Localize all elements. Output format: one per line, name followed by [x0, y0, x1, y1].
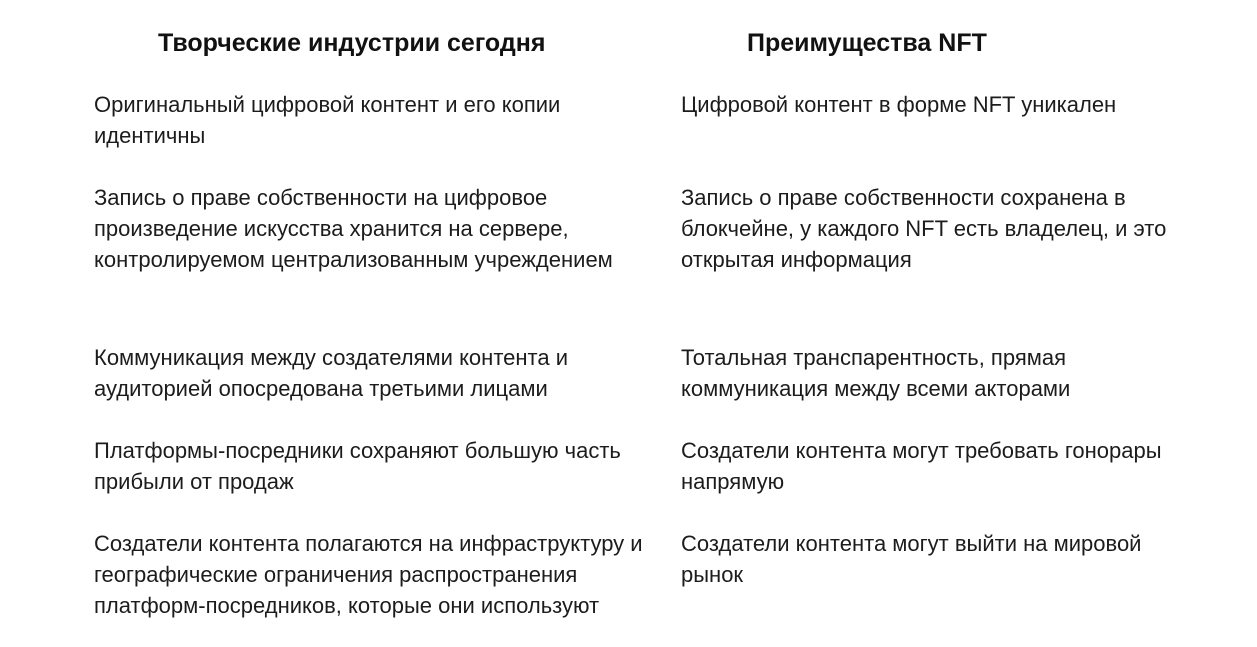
- right-item-1: Цифровой контент в форме NFT уникален: [681, 92, 1117, 117]
- right-item-5: Создатели контента могут выйти на мировой рынок: [681, 531, 1142, 587]
- heading-nft-advantages: Преимущества NFT: [747, 29, 987, 57]
- heading-creative-industries-today: Творческие индустрии сегодня: [158, 29, 546, 57]
- left-item-5: Создатели контента полагаются на инфраструктуру и географические ограничения распространения платформ-посредников, которые они используют: [94, 531, 643, 618]
- left-item-3: Коммуникация между создателями контента и аудиторией опосредована третьими лицами: [94, 345, 568, 401]
- left-item-2: Запись о праве собственности на цифровое произведение искусства хранится на сервере, контролируемом централизованным учреждением: [94, 185, 613, 272]
- right-item-4: Создатели контента могут требовать гонорары напрямую: [681, 438, 1162, 494]
- left-item-1: Оригинальный цифровой контент и его копии идентичны: [94, 92, 561, 148]
- right-item-3: Тотальная транспарентность, прямая коммуникация между всеми акторами: [681, 345, 1071, 401]
- left-item-4: Платформы-посредники сохраняют большую часть прибыли от продаж: [94, 438, 621, 494]
- right-item-2: Запись о праве собственности сохранена в блокчейне, у каждого NFT есть владелец, и это открытая информация: [681, 185, 1167, 272]
